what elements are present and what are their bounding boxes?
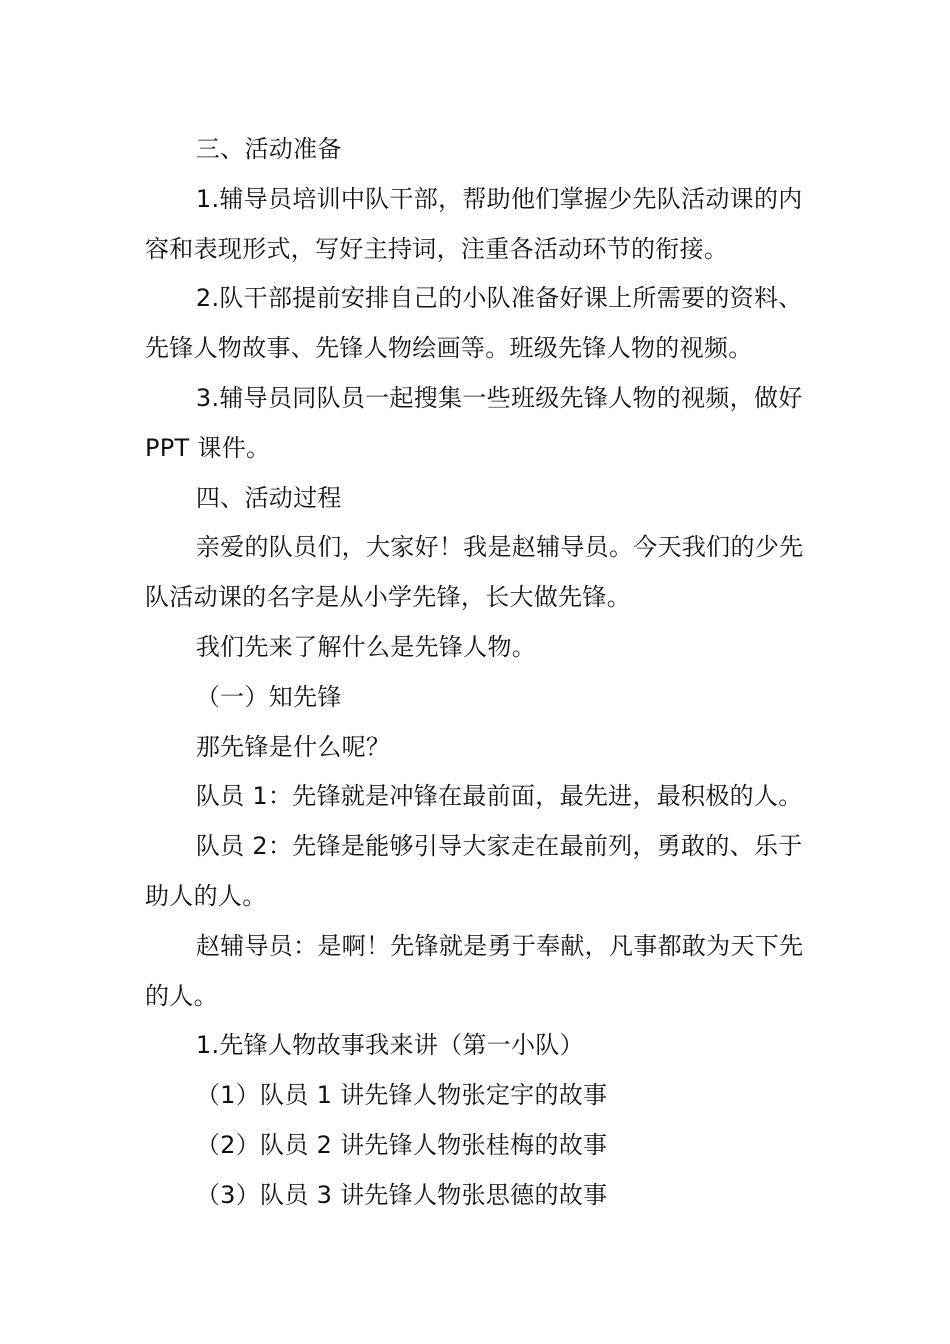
list-item-story-2: （2）队员 2 讲先锋人物张桂梅的故事 (195, 1130, 608, 1159)
paragraph-greeting: 亲爱的队员们，大家好！我是赵辅导员。今天我们的少先队活动课的名字是从小学先锋，长大做先锋。 (145, 533, 804, 612)
list-item-story-3: （3）队员 3 讲先锋人物张思德的故事 (195, 1180, 608, 1209)
heading-story-telling: 1.先锋人物故事我来讲（第一小队） (195, 1031, 584, 1060)
paragraph-member-1: 队员 1：先锋就是冲锋在最前面，最先进，最积极的人。 (195, 782, 803, 811)
paragraph-prep-item-1: 1.辅导员培训中队干部，帮助他们掌握少先队活动课的内容和表现形式，写好主持词，注重各活动环节的衔接。 (145, 184, 803, 263)
paragraph-intro: 我们先来了解什么是先锋人物。 (195, 632, 537, 661)
paragraph-member-2: 队员 2：先锋是能够引导大家走在最前列，勇敢的、乐于助人的人。 (145, 832, 803, 910)
paragraph-prep-item-2: 2.队干部提前安排自己的小队准备好课上所需要的资料、先锋人物故事、先锋人物绘画等。班级先锋人物的视频。 (145, 284, 803, 363)
heading-know-pioneer: （一）知先锋 (195, 682, 342, 711)
paragraph-counselor: 赵辅导员：是啊！先锋就是勇于奉献，凡事都敢为天下先的人。 (145, 931, 804, 1010)
paragraph-question: 那先锋是什么呢？ (195, 732, 391, 761)
list-item-story-1: （1）队员 1 讲先锋人物张定宇的故事 (195, 1081, 608, 1110)
heading-activity-process: 四、活动过程 (195, 483, 342, 512)
paragraph-prep-item-3: 3.辅导员同队员一起搜集一些班级先锋人物的视频，做好 PPT 课件。 (145, 383, 811, 462)
heading-activity-preparation: 三、活动准备 (195, 135, 342, 163)
document-body (145, 125, 825, 1221)
